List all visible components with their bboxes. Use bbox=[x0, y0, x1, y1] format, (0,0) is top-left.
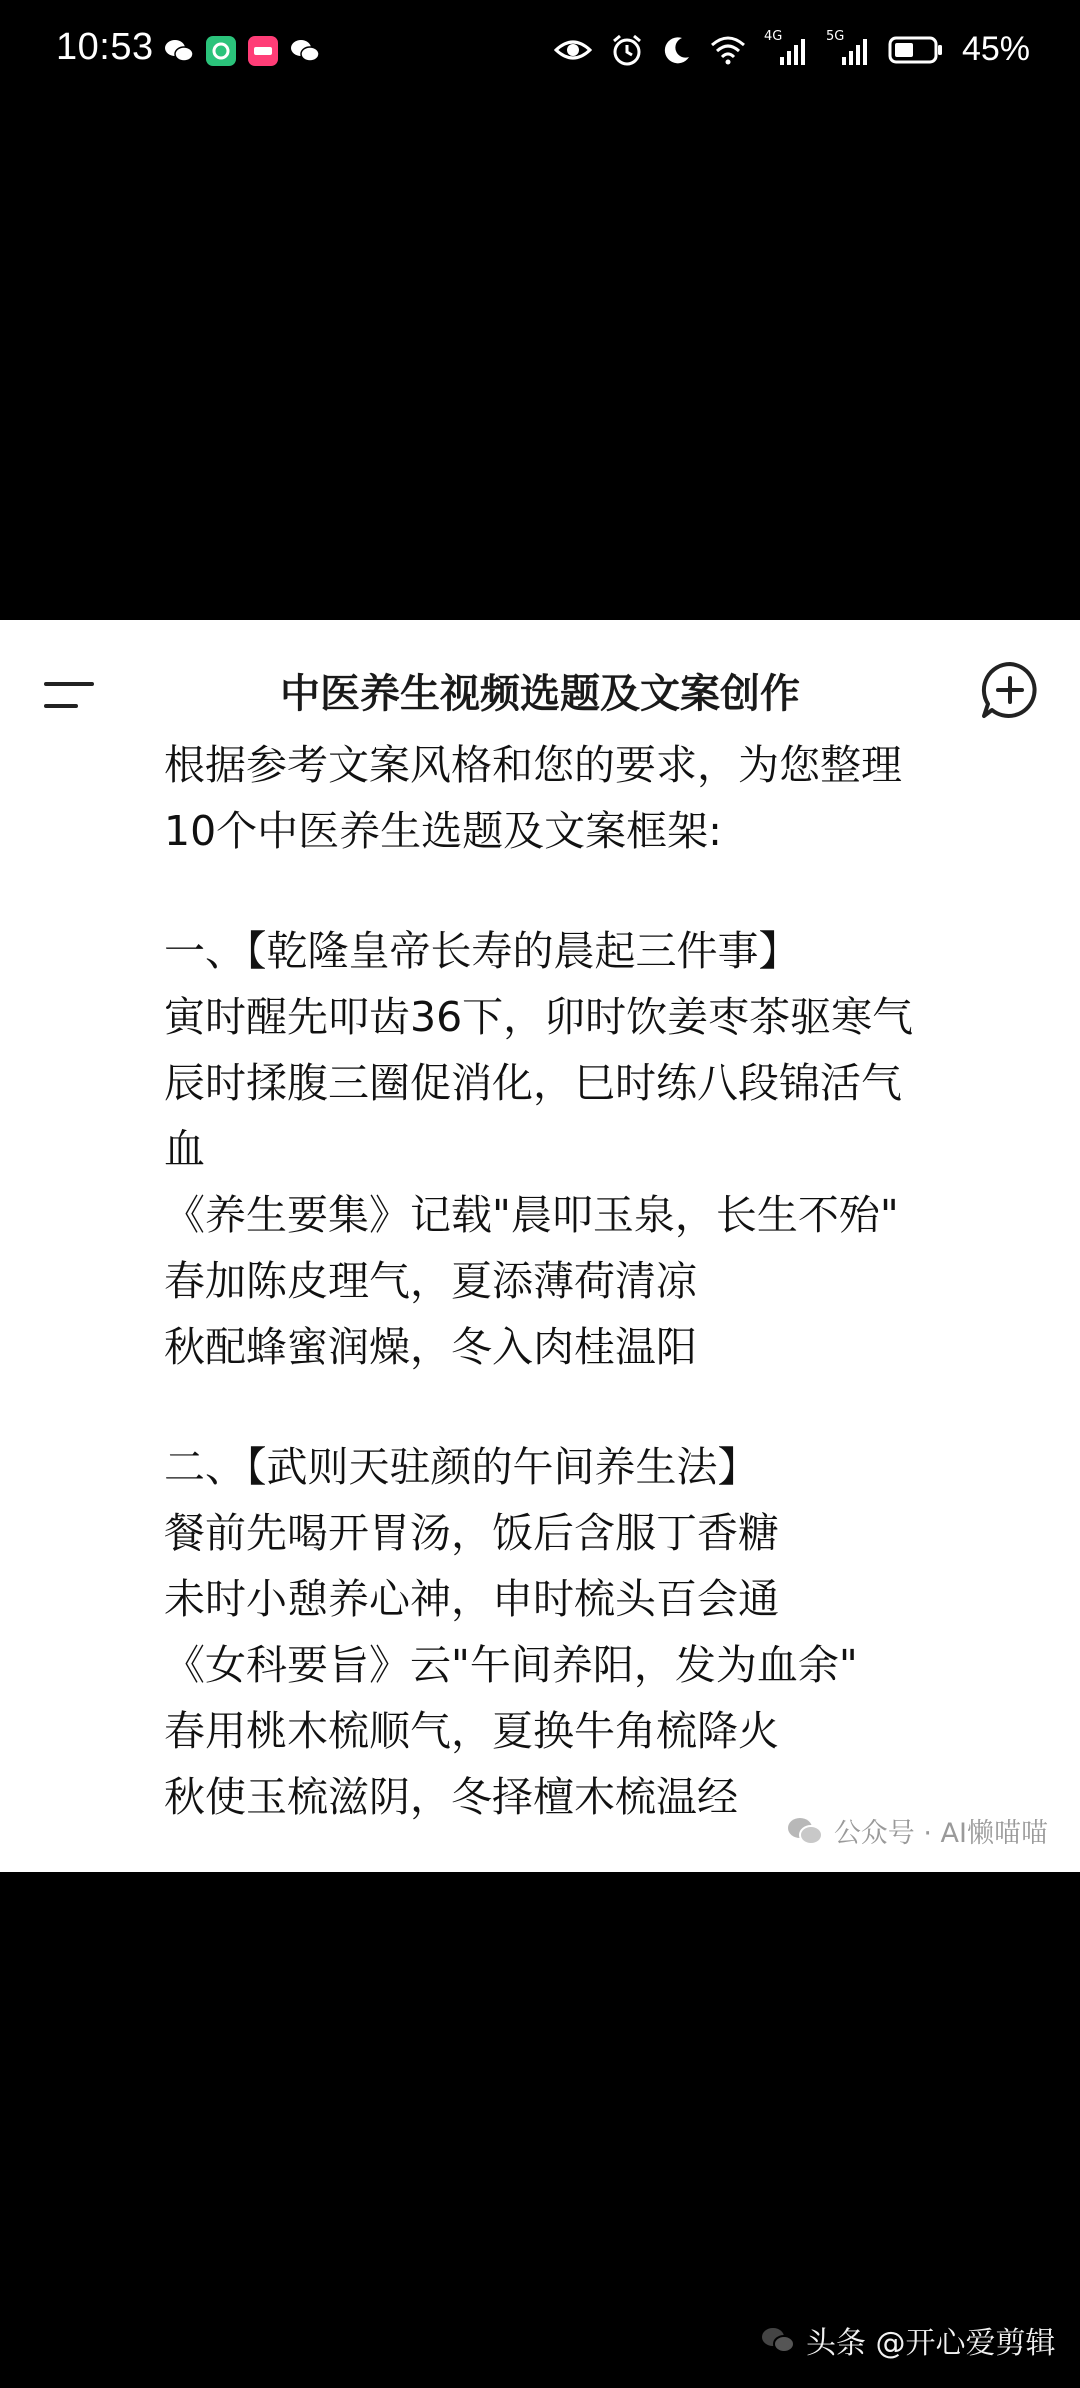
response-line: 寅时醒先叩齿36下，卯时饮姜枣茶驱寒气 bbox=[164, 993, 914, 1041]
app-notification-icon bbox=[206, 36, 236, 66]
battery-icon bbox=[888, 35, 944, 65]
response-line: 辰时揉腹三圈促消化，巳时练八段锦活气 bbox=[164, 1059, 902, 1107]
response-line: 秋配蜂蜜润燥，冬入肉桂温阳 bbox=[164, 1323, 697, 1371]
response-line: 10个中医养生选题及文案框架: bbox=[164, 807, 722, 855]
eye-icon bbox=[554, 36, 592, 64]
wifi-icon bbox=[710, 35, 746, 65]
alarm-icon bbox=[610, 33, 644, 67]
network-type-label-1: 4G bbox=[763, 28, 783, 44]
paragraph-gap bbox=[164, 1380, 1024, 1434]
new-chat-icon[interactable] bbox=[978, 658, 1042, 722]
response-line: 《养生要集》记载"晨叩玉泉，长生不殆" bbox=[164, 1191, 899, 1239]
page-title: 中医养生视频选题及文案创作 bbox=[280, 671, 800, 717]
system-status-icons bbox=[554, 30, 1030, 69]
wechat-watermark bbox=[786, 1811, 1048, 1850]
response-content bbox=[164, 732, 1024, 1830]
wechat-notification-icon-2 bbox=[290, 36, 320, 66]
response-line: 餐前先喝开胃汤，饭后含服丁香糖 bbox=[164, 1509, 779, 1557]
topic-heading: 二、【武则天驻颜的午间养生法】 bbox=[164, 1443, 759, 1491]
response-line: 春用桃木梳顺气，夏换牛角梳降火 bbox=[164, 1707, 779, 1755]
network-type-label-2: 5G bbox=[825, 28, 845, 44]
signal-1-icon bbox=[763, 28, 808, 67]
status-time: 10:53 bbox=[56, 26, 154, 68]
battery-percentage: 45% bbox=[961, 30, 1030, 68]
response-line: 根据参考文案风格和您的要求，为您整理 bbox=[164, 741, 902, 789]
footer-watermark bbox=[760, 2318, 1056, 2362]
moon-icon bbox=[662, 35, 692, 65]
response-line: 未时小憩养心神，申时梳头百会通 bbox=[164, 1575, 779, 1623]
watermark-text: 公众号 · AI懒喵喵 bbox=[833, 1818, 1048, 1849]
chat-panel bbox=[0, 620, 1080, 1872]
wechat-notification-icon bbox=[164, 36, 194, 66]
notification-icons bbox=[164, 36, 320, 66]
topic-heading: 一、【乾隆皇帝长寿的晨起三件事】 bbox=[164, 927, 800, 975]
response-line: 春加陈皮理气，夏添薄荷清凉 bbox=[164, 1257, 697, 1305]
footer-watermark-text: 头条 @开心爱剪辑 bbox=[806, 2326, 1056, 2361]
response-line: 《女科要旨》云"午间养阳，发为血余" bbox=[164, 1641, 858, 1689]
signal-2-icon bbox=[825, 28, 870, 67]
response-line: 血 bbox=[164, 1125, 205, 1173]
wechat-icon bbox=[786, 1815, 824, 1847]
paragraph-gap bbox=[164, 864, 1024, 918]
response-line: 秋使玉梳滋阴，冬择檀木梳温经 bbox=[164, 1773, 738, 1821]
shopping-app-notification-icon bbox=[248, 36, 278, 66]
wechat-icon bbox=[760, 2325, 796, 2355]
status-bar bbox=[0, 0, 1080, 110]
